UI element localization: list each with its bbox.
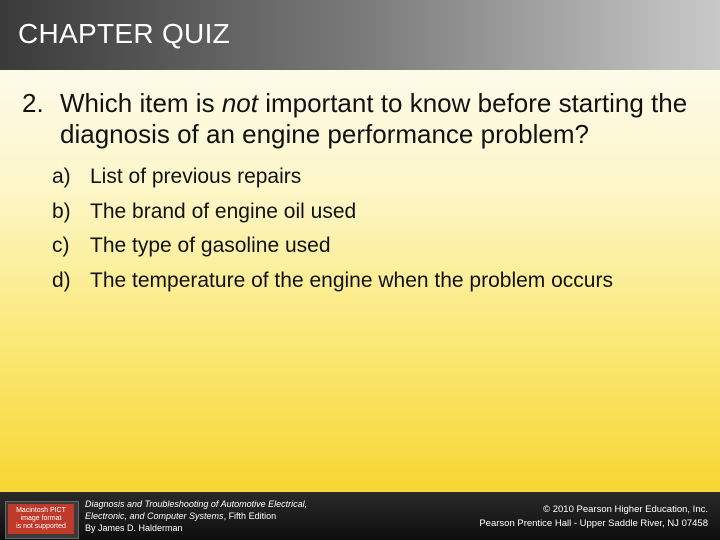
answer-option-a[interactable] — [52, 160, 712, 195]
question-text-emphasis: not — [221, 88, 258, 118]
answer-option-b[interactable] — [52, 195, 712, 230]
answer-letter: a) — [52, 165, 71, 188]
slide-title: CHAPTER QUIZ — [18, 18, 231, 49]
answer-text: The temperature of the engine when the problem occurs — [90, 268, 613, 292]
copyright-line2: Pearson Prentice Hall - Upper Saddle River, NJ 07458 — [479, 518, 708, 529]
answer-text: List of previous repairs — [90, 165, 302, 188]
book-author: By James D. Halderman — [85, 523, 183, 533]
book-title-line1: Diagnosis and Troubleshooting of Automotive Electrical, — [85, 499, 308, 509]
unsupported-image-notice: Macintosh PICT image format is not supported — [16, 507, 66, 530]
question-number: 2. — [22, 88, 44, 118]
answer-option-d[interactable] — [52, 264, 712, 299]
answer-list — [52, 160, 712, 298]
question-text-before: Which item is — [60, 88, 222, 118]
footer-bar — [0, 492, 720, 540]
question-text — [60, 88, 710, 150]
answer-option-c[interactable] — [52, 229, 712, 264]
question-text-after: important to know before starting the diagnosis of an engine performance problem? — [60, 88, 688, 149]
publisher-logo-placeholder — [5, 501, 79, 539]
answer-letter: d) — [52, 268, 71, 292]
book-title-line2 — [85, 511, 276, 521]
title-bar — [0, 0, 720, 70]
book-title-line2-italic: Electronic, and Computer Systems — [85, 511, 224, 521]
answer-text: The brand of engine oil used — [90, 199, 357, 223]
answer-letter: b) — [52, 199, 71, 223]
answer-text: The type of gasoline used — [90, 234, 331, 257]
book-edition: , Fifth Edition — [223, 511, 277, 521]
book-citation — [85, 498, 355, 534]
copyright-line1: © 2010 Pearson Higher Education, Inc. — [543, 504, 708, 515]
copyright-notice — [388, 503, 708, 531]
answer-letter: c) — [52, 234, 70, 257]
